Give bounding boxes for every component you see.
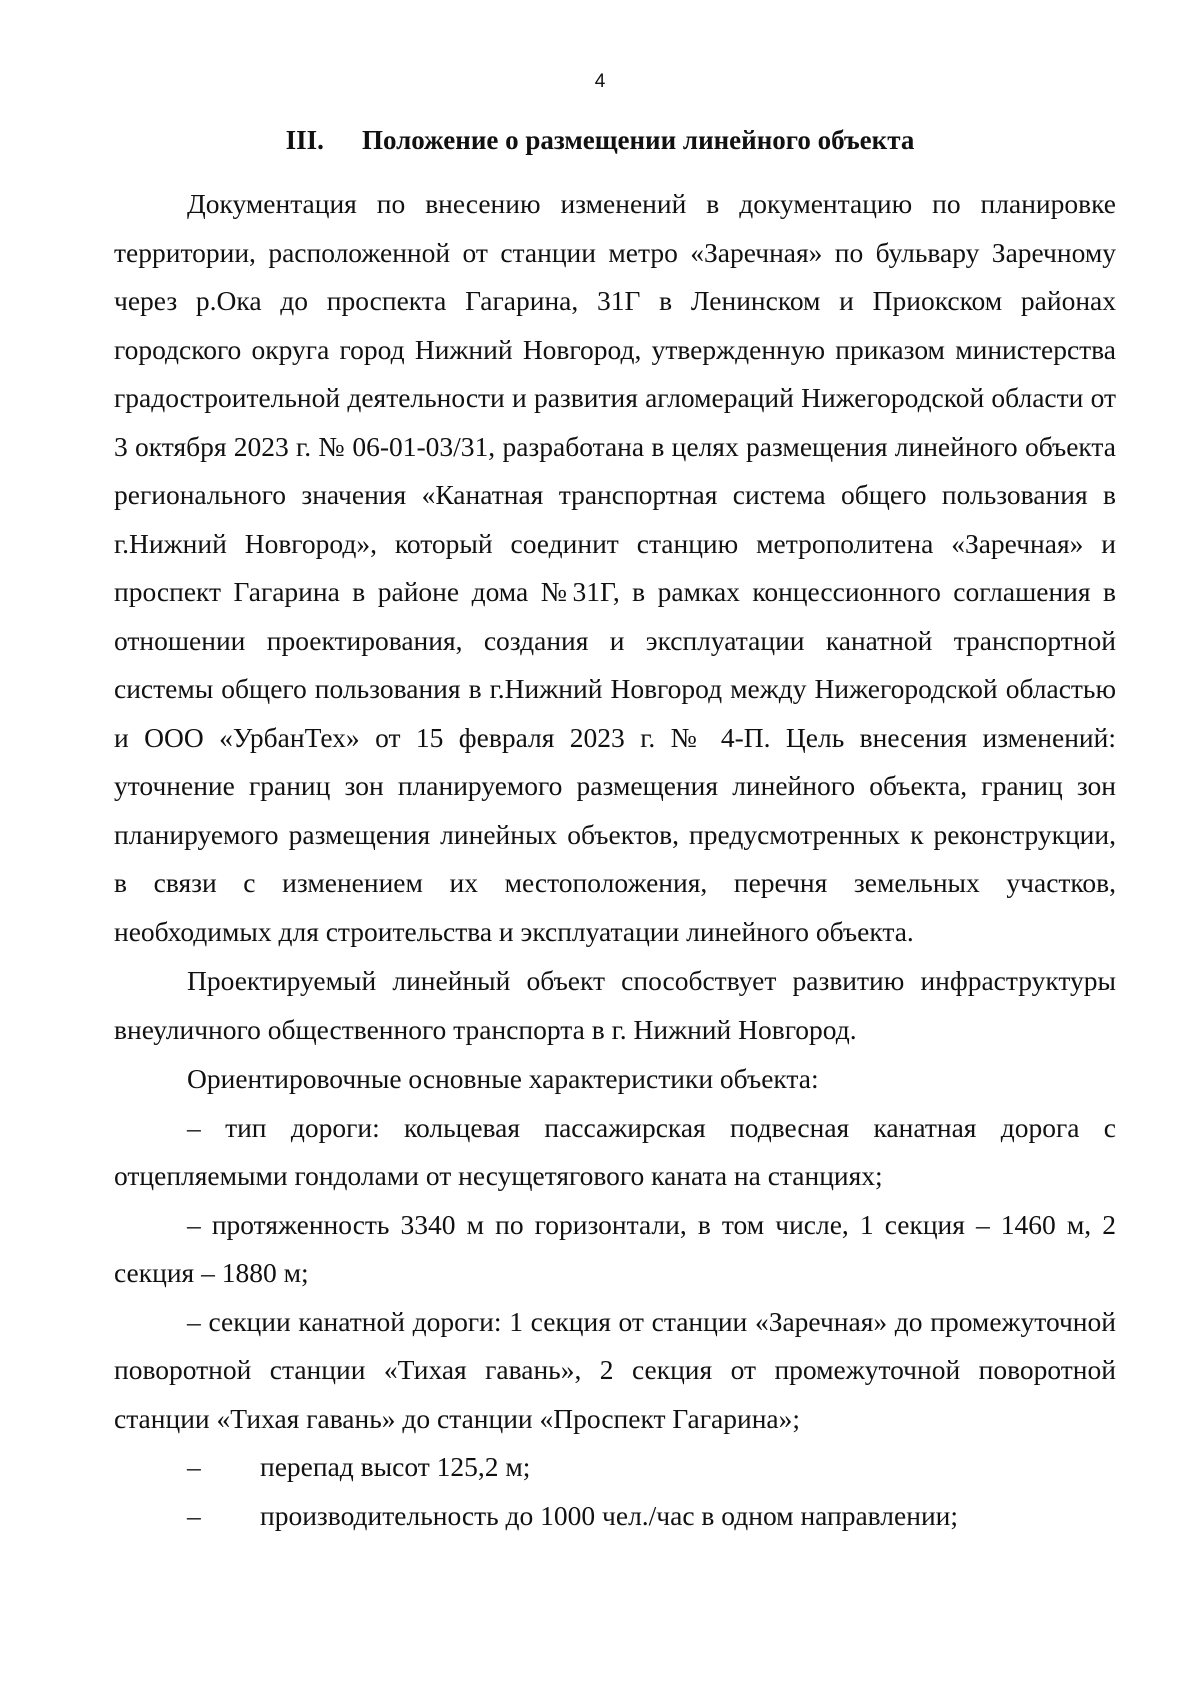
document-body [114,180,1116,1540]
paragraph-infrastructure: Проектируемый линейный объект способствует развитию инфраструктуры внеуличного общественного транспорта в г. Нижний Новгород. [114,965,1116,1045]
page-number: 4 [594,71,606,92]
characteristic-sections: – секции канатной дороги: 1 секция от станции «Заречная» до промежуточной поворотной станции «Тихая гавань», 2 секция от промежуточной поворотной станции «Тихая гавань» до станции «Проспект Гагарина»; [114,1305,1116,1434]
characteristic-height-difference [114,1443,1116,1492]
paragraph-purpose: Документация по внесению изменений в документацию по планировке территории, расположенной от станции метро «Заречная» по бульвару Заречному через р.Ока до проспекта Гагарина, 31Г в Ленинском и Приокском районах городского округа город Нижний Новгород, утвержденную приказом министерства градостроительной деятельности и развития агломераций Нижегородской области от 3 октября 2023 г. № 06-01-03/31, разработана в целях размещения линейного объекта регионального значения «Канатная транспортная система общего пользования в г.Нижний Новгород», который соединит станцию метрополитена «Заречная» и проспект Гагарина в районе дома №31Г, в рамках концессионного соглашения в отношении проектирования, создания и эксплуатации канатной транспортной системы общего пользования в г.Нижний Новгород между Нижегородской областью и ООО «УрбанТех» от 15 февраля 2023 г. № 4-П. Цель внесения изменений: уточнение границ зон планируемого размещения линейного объекта, границ зон планируемого размещения линейных объектов, предусмотренных к реконструкции, в связи с изменением их местоположения, перечня земельных участков, необходимых для строительства и эксплуатации линейного объекта. [114,188,1116,947]
list-dash: – [187,1499,201,1531]
list-dash: – [187,1451,201,1482]
section-title: Положение о размещении линейного объекта [361,125,915,155]
list-item-text: производительность до 1000 чел./час в одном направлении; [260,1499,959,1531]
list-item-text: перепад высот 125,2 м; [260,1451,531,1482]
characteristic-capacity [114,1492,1116,1541]
characteristic-road-type: – тип дороги: кольцевая пассажирская подвесная канатная дорога с отцепляемыми гондолами от несущетягового каната на станциях; [114,1111,1116,1191]
characteristic-length: – протяженность 3340 м по горизонтали, в том числе, 1 секция – 1460 м, 2 секция – 1880 м; [114,1208,1116,1288]
paragraph-characteristics-intro: Ориентировочные основные характеристики объекта: [187,1063,819,1094]
section-heading [0,122,1200,158]
section-number: III. [285,125,324,155]
